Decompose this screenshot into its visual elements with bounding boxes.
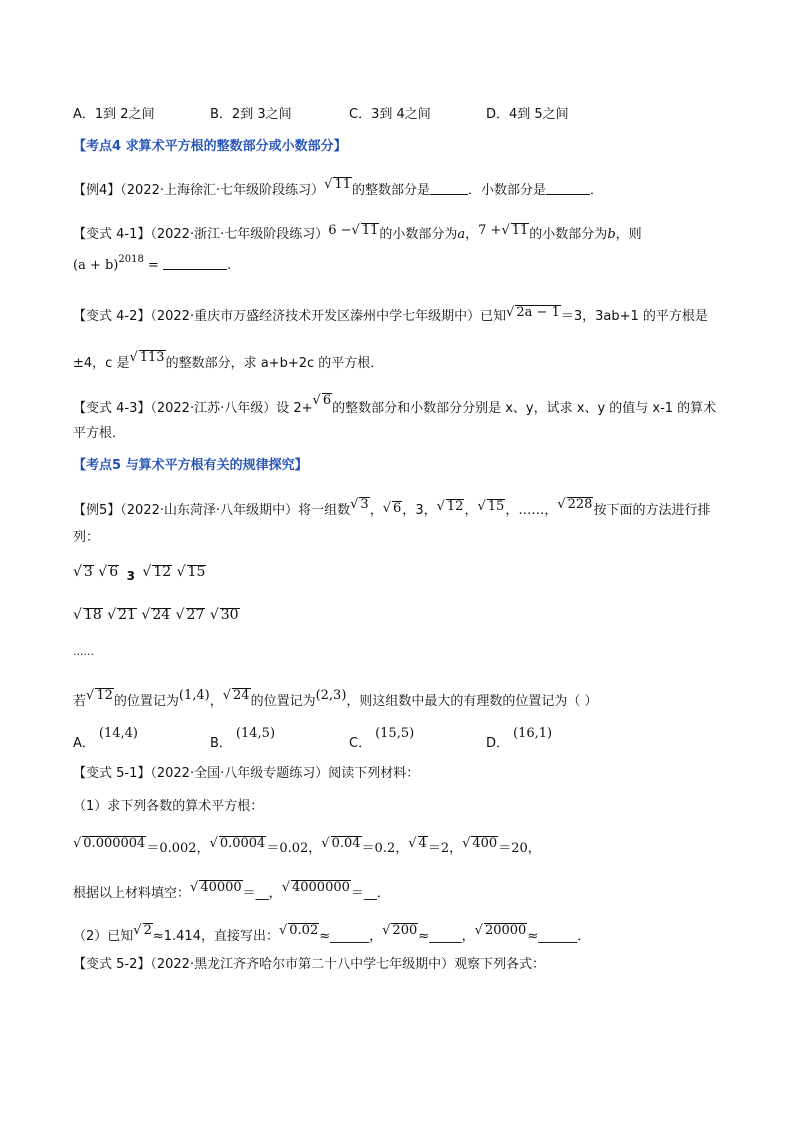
variant-4-3-head: 【变式 4-3】（2022·江苏·八年级）设 2+ xyxy=(73,401,313,416)
row-1-item: 3 xyxy=(126,569,135,583)
sqrt-symbol: √ xyxy=(462,836,471,851)
radicand: 0.04 xyxy=(331,836,361,851)
sqrt-symbol: √ xyxy=(209,836,218,851)
sqrt-symbol: √ xyxy=(436,499,445,514)
option-label: D． xyxy=(486,736,510,751)
position-1: (1,4) xyxy=(178,688,210,703)
variant-4-3 xyxy=(73,393,716,416)
radicand: 4 xyxy=(418,836,427,851)
text: ＝3，3ab+1 的平方根是 xyxy=(560,309,708,324)
option-b: B．2到 3之间 xyxy=(210,107,292,122)
sqrt-symbol: √ xyxy=(98,564,108,580)
roots-list xyxy=(73,836,541,856)
answer-blank xyxy=(430,182,468,195)
example-4-text1: 的整数部分是 xyxy=(351,183,430,198)
question-5 xyxy=(73,688,598,709)
option-b xyxy=(210,726,276,751)
text: ＝__． xyxy=(350,886,390,901)
sqrt-symbol: √ xyxy=(350,497,359,512)
radicand: 24 xyxy=(233,688,250,703)
text: 按下面的方法进行排 xyxy=(593,503,711,518)
radicand: 6 xyxy=(322,393,332,408)
radicand: 11 xyxy=(334,177,351,192)
radicand: 4000000 xyxy=(291,880,350,895)
row-1-item: 3 xyxy=(83,564,93,580)
option-a xyxy=(73,726,138,751)
options-row-5 xyxy=(73,726,673,751)
root-value: ＝2， xyxy=(427,841,463,856)
example-4-head: 【例4】（2022·上海徐汇·七年级阶段练习） xyxy=(73,183,325,198)
row-2-item: 21 xyxy=(118,607,136,623)
text: 的位置记为 xyxy=(250,694,316,709)
sqrt-symbol: √ xyxy=(209,607,219,623)
text: 的小数部分为 xyxy=(379,227,458,242)
row-2-item: 30 xyxy=(220,607,239,623)
variant-5-1-part2 xyxy=(73,923,590,944)
option-c: C．3到 4之间 xyxy=(349,107,431,122)
variant-4-2 xyxy=(73,305,708,324)
arrangement-row-1 xyxy=(73,564,206,583)
variant-5-2: 【变式 5-2】（2022·黑龙江齐齐哈尔市第二十八中学七年级期中）观察下列各式： xyxy=(73,957,546,972)
option-label: B． xyxy=(210,736,232,751)
option-value: (15,5) xyxy=(375,726,415,741)
sqrt-symbol: √ xyxy=(73,607,82,623)
text: ＝__， xyxy=(242,886,282,901)
example-5: 【例5】（2022·山东菏泽·八年级期中）将一组数√ 3，√ 6，3，√ 12，√ 15，……，√ 228按下面的方法进行排 xyxy=(73,497,711,518)
answer-blank xyxy=(163,257,227,270)
position-2: (2,3) xyxy=(315,688,347,703)
radicand: 11 xyxy=(361,223,379,238)
sqrt-symbol: √ xyxy=(86,688,95,703)
radicand: 400 xyxy=(472,836,498,851)
radicand: 200 xyxy=(392,923,418,938)
answer-blank xyxy=(546,182,590,195)
option-value: (14,4) xyxy=(98,726,138,741)
option-value: (16,1) xyxy=(513,726,553,741)
row-1-item: 12 xyxy=(153,564,172,580)
variant-5-1-part1: （1）求下列各数的算术平方根： xyxy=(73,799,264,814)
text: 的整数部分和小数部分分别是 x、y，试求 x、y 的值与 x-1 的算术 xyxy=(332,401,717,416)
end: . xyxy=(227,258,232,273)
sqrt-symbol: √ xyxy=(281,880,290,895)
var-a: a xyxy=(457,227,466,242)
row-1-item: 6 xyxy=(109,564,119,580)
continuation-dots: ...... xyxy=(73,645,94,658)
radicand: 0.02 xyxy=(289,923,319,938)
radicand: 11 xyxy=(511,223,529,238)
option-label: A． xyxy=(73,736,95,751)
row-2-item: 18 xyxy=(83,607,102,623)
radicand: 12 xyxy=(446,499,464,514)
option-d xyxy=(486,726,553,751)
radicand: 0.0004 xyxy=(219,836,266,851)
sqrt-symbol: √ xyxy=(321,836,330,851)
text: 若 xyxy=(73,694,87,709)
sqrt-symbol: √ xyxy=(351,223,360,238)
variant-4-3-line2: 平方根． xyxy=(73,426,126,441)
sqrt-symbol: √ xyxy=(107,607,117,623)
option-c xyxy=(349,726,415,751)
sqrt-symbol: √ xyxy=(324,177,333,192)
radicand: 228 xyxy=(567,497,593,512)
sqrt-symbol: √ xyxy=(190,880,199,895)
text: 的小数部分为 xyxy=(529,227,608,242)
variant-4-2-head: 【变式 4-2】（2022·重庆市万盛经济技术开发区溱州中学七年级期中）已知 xyxy=(73,309,507,324)
ellipsis: …… xyxy=(518,503,545,518)
sqrt-symbol: √ xyxy=(477,499,486,514)
radicand: 2a − 1 xyxy=(516,305,560,320)
option-d: D．4到 5之间 xyxy=(486,107,569,122)
var-b: b xyxy=(607,227,616,242)
option-label: C． xyxy=(349,736,372,751)
radicand: 20000 xyxy=(484,923,527,938)
sqrt-symbol: √ xyxy=(142,564,152,580)
example-4 xyxy=(73,177,603,198)
expr-ab: (a + b) xyxy=(73,258,119,273)
text: ≈1.414，直接写出： xyxy=(152,929,279,944)
expr-2: 7 + xyxy=(478,223,502,238)
text: 的整数部分，求 a+b+2c 的平方根． xyxy=(165,356,384,371)
sqrt-symbol: √ xyxy=(474,923,483,938)
sqrt-symbol: √ xyxy=(73,836,82,851)
sqrt-symbol: √ xyxy=(175,607,185,623)
arrangement-row-2 xyxy=(73,607,240,623)
sqrt-symbol: √ xyxy=(506,305,515,320)
expr-1: 6 − xyxy=(328,223,352,238)
sqrt-symbol: √ xyxy=(73,564,82,580)
text: ， xyxy=(209,694,223,709)
sqrt-symbol: √ xyxy=(312,393,321,408)
root-value: ＝0.02， xyxy=(266,841,322,856)
text: （2）已知 xyxy=(73,929,134,944)
sqrt-symbol: √ xyxy=(129,350,138,365)
row-2-item: 27 xyxy=(186,607,205,623)
exponent: 2018 xyxy=(118,254,144,265)
sqrt-symbol: √ xyxy=(141,607,151,623)
text: ≈_____， xyxy=(418,929,475,944)
sqrt-symbol: √ xyxy=(278,923,288,938)
example-5-head: 【例5】（2022·山东菏泽·八年级期中）将一组数 xyxy=(73,503,351,518)
variant-4-1 xyxy=(73,223,642,242)
row-1-item: 15 xyxy=(187,564,206,580)
example-4-end: ． xyxy=(590,183,604,198)
root-value: ＝0.002， xyxy=(146,841,210,856)
sqrt-symbol: √ xyxy=(176,564,186,580)
radicand: 15 xyxy=(487,499,505,514)
text: ±4，c 是 xyxy=(73,356,130,371)
text: ，则这组数中最大的有理数的位置记为（ ） xyxy=(346,694,598,709)
root-value: ＝0.2， xyxy=(361,841,409,856)
comma: ， xyxy=(465,227,479,242)
equals: = xyxy=(143,258,163,273)
sqrt-symbol: √ xyxy=(557,497,566,512)
radicand: 12 xyxy=(96,688,113,703)
root-value: ＝20， xyxy=(498,841,541,856)
sqrt-symbol: √ xyxy=(133,923,142,938)
text: 根据以上材料填空： xyxy=(73,886,191,901)
radicand: 113 xyxy=(139,350,165,365)
radicand: 3 xyxy=(360,497,369,512)
section-heading-4: 【考点4 求算术平方根的整数部分或小数部分】 xyxy=(73,139,347,154)
row-2-item: 24 xyxy=(152,607,171,623)
variant-5-1: 【变式 5-1】（2022·全国·八年级专题练习）阅读下列材料： xyxy=(73,766,420,781)
radicand: 0.000004 xyxy=(83,836,146,851)
sqrt-symbol: √ xyxy=(501,223,510,238)
sqrt-symbol: √ xyxy=(408,836,417,851)
example-4-text2: ．小数部分是 xyxy=(467,183,546,198)
text: ，则 xyxy=(615,227,642,242)
section-heading-5: 【考点5 与算术平方根有关的规律探究】 xyxy=(73,458,308,473)
text: 的位置记为 xyxy=(113,694,179,709)
sqrt-symbol: √ xyxy=(382,923,391,938)
text: ≈______． xyxy=(527,929,591,944)
text: ≈______， xyxy=(319,929,383,944)
example-5-line2: 列： xyxy=(73,530,100,545)
option-value: (14,5) xyxy=(235,726,276,741)
sqrt-symbol: √ xyxy=(382,501,392,516)
fill-in xyxy=(73,880,390,901)
sqrt-symbol: √ xyxy=(222,688,232,703)
radicand: 6 xyxy=(393,501,402,516)
variant-4-1-head: 【变式 4-1】（2022·浙江·七年级阶段练习） xyxy=(73,227,329,242)
variant-4-2-line2 xyxy=(73,350,383,371)
option-a: A．1到 2之间 xyxy=(73,107,155,122)
number-three: 3 xyxy=(415,503,424,518)
radicand: 40000 xyxy=(200,880,242,895)
variant-4-1-line2 xyxy=(73,254,231,273)
radicand: 2 xyxy=(143,923,152,938)
